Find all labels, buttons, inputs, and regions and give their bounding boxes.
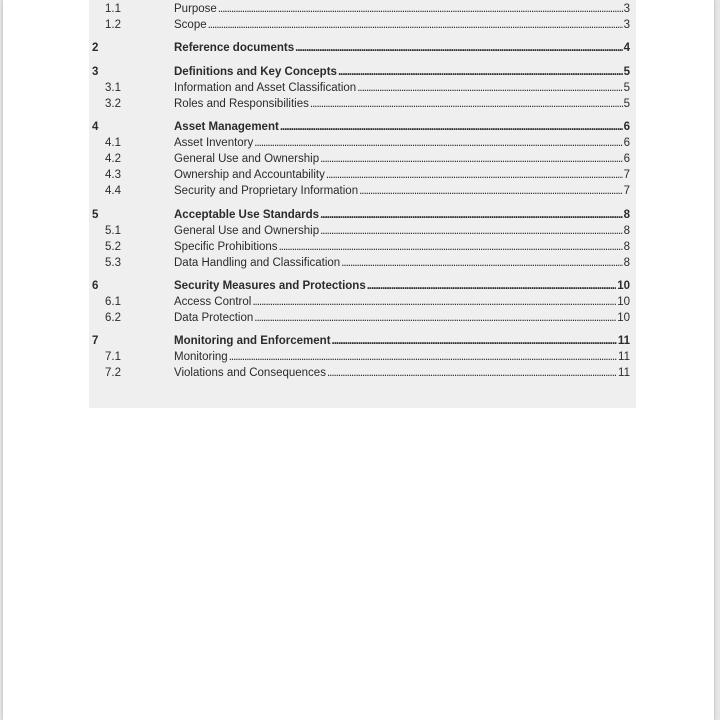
- toc-entry-title: Access Control: [174, 296, 252, 308]
- toc-entry-line: [174, 96, 630, 112]
- toc-entry-line: [174, 80, 630, 96]
- toc-entries: [89, 0, 630, 382]
- toc-subentry[interactable]: [89, 223, 630, 239]
- toc-entry-line: [174, 40, 630, 56]
- toc-entry-line: [174, 239, 630, 255]
- toc-page-number: 3: [623, 19, 630, 31]
- toc-entry-title: Asset Inventory: [174, 137, 254, 149]
- toc-entry-number: 6: [92, 280, 99, 292]
- toc-entry-title: Data Protection: [174, 312, 254, 324]
- toc-entry-number: 6.2: [105, 312, 121, 324]
- toc-entry-title: Violations and Consequences: [174, 367, 326, 379]
- toc-entry-title: Monitoring: [174, 351, 228, 363]
- toc-entry-number: 4: [92, 121, 99, 133]
- toc-subentry[interactable]: [89, 167, 630, 183]
- toc-page-number: 10: [617, 296, 630, 308]
- toc-page-number: 8: [623, 209, 630, 221]
- toc-subentry[interactable]: [89, 255, 630, 271]
- toc-entry-title: General Use and Ownership: [174, 153, 320, 165]
- dot-leader: [320, 207, 623, 223]
- toc-page-number: 6: [623, 121, 630, 133]
- toc-entry-title: Roles and Responsibilities: [174, 98, 309, 110]
- toc-entry-number: 4.2: [105, 153, 121, 165]
- toc-heading-entry[interactable]: [89, 278, 630, 294]
- toc-entry-line: [174, 349, 630, 365]
- toc-page-number: 8: [623, 257, 630, 269]
- toc-entry-number: 3.2: [105, 98, 121, 110]
- toc-entry-line: [174, 167, 630, 183]
- toc-entry-title: Asset Management: [174, 121, 279, 133]
- toc-subentry[interactable]: [89, 365, 630, 381]
- toc-page-number: 5: [623, 66, 630, 78]
- dot-leader: [359, 183, 623, 199]
- toc-entry-number: 3: [92, 66, 99, 78]
- toc-entry-number: 7: [92, 335, 99, 347]
- toc-page-number: 10: [617, 280, 630, 292]
- toc-entry-title: Data Handling and Classification: [174, 257, 341, 269]
- toc-subentry[interactable]: [89, 310, 630, 326]
- toc-page-number: 3: [623, 3, 630, 15]
- toc-entry-line: [174, 64, 630, 80]
- toc-heading-entry[interactable]: [89, 64, 630, 80]
- toc-entry-number: 5: [92, 209, 99, 221]
- toc-entry-number: 1.1: [105, 3, 121, 15]
- toc-entry-line: [174, 223, 630, 239]
- table-of-contents: [89, 0, 636, 408]
- dot-leader: [320, 151, 622, 167]
- toc-entry-line: [174, 278, 630, 294]
- toc-entry-line: [174, 294, 630, 310]
- dot-leader: [280, 119, 623, 135]
- toc-entry-number: 7.2: [105, 367, 121, 379]
- dot-leader: [279, 239, 623, 255]
- toc-entry-number: 5.1: [105, 225, 121, 237]
- toc-entry-number: 7.1: [105, 351, 121, 363]
- document-page: [3, 0, 714, 720]
- dot-leader: [320, 223, 622, 239]
- toc-entry-line: [174, 255, 630, 271]
- toc-heading-entry[interactable]: [89, 207, 630, 223]
- dot-leader: [327, 365, 617, 381]
- toc-page-number: 7: [623, 185, 630, 197]
- toc-entry-title: Purpose: [174, 3, 217, 15]
- toc-entry-number: 2: [92, 42, 99, 54]
- dot-leader: [229, 349, 617, 365]
- toc-subentry[interactable]: [89, 239, 630, 255]
- dot-leader: [357, 80, 622, 96]
- toc-page-number: 4: [623, 42, 630, 54]
- toc-entry-title: Specific Prohibitions: [174, 241, 278, 253]
- dot-leader: [326, 167, 623, 183]
- dot-leader: [310, 96, 623, 112]
- toc-heading-entry[interactable]: [89, 119, 630, 135]
- toc-heading-entry[interactable]: [89, 40, 630, 56]
- toc-page-number: 11: [618, 351, 630, 363]
- toc-entry-line: [174, 119, 630, 135]
- toc-entry-line: [174, 333, 630, 349]
- dot-leader: [252, 294, 616, 310]
- toc-entry-number: 5.2: [105, 241, 121, 253]
- toc-subentry[interactable]: [89, 1, 630, 17]
- dot-leader: [332, 333, 617, 349]
- toc-entry-number: 6.1: [105, 296, 121, 308]
- toc-page-number: 7: [623, 169, 630, 181]
- toc-entry-number: 3.1: [105, 82, 121, 94]
- toc-entry-number: 1.2: [105, 19, 121, 31]
- toc-page-number: 10: [617, 312, 630, 324]
- dot-leader: [218, 1, 623, 17]
- toc-entry-line: [174, 183, 630, 199]
- toc-page-number: 6: [623, 137, 630, 149]
- toc-entry-number: 4.3: [105, 169, 121, 181]
- toc-page-number: 5: [623, 82, 630, 94]
- toc-subentry[interactable]: [89, 80, 630, 96]
- toc-entry-title: Monitoring and Enforcement: [174, 335, 331, 347]
- toc-entry-line: [174, 310, 630, 326]
- dot-leader: [367, 278, 616, 294]
- dot-leader: [295, 40, 622, 56]
- toc-entry-title: Acceptable Use Standards: [174, 209, 320, 221]
- dot-leader: [338, 64, 623, 80]
- toc-page-number: 11: [618, 367, 630, 379]
- toc-subentry[interactable]: [89, 135, 630, 151]
- toc-entry-line: [174, 207, 630, 223]
- toc-entry-title: Definitions and Key Concepts: [174, 66, 337, 78]
- toc-entry-line: [174, 135, 630, 151]
- toc-subentry[interactable]: [89, 96, 630, 112]
- toc-subentry[interactable]: [89, 183, 630, 199]
- toc-entry-title: Information and Asset Classification: [174, 82, 357, 94]
- dot-leader: [341, 255, 622, 271]
- toc-entry-title: Security Measures and Protections: [174, 280, 366, 292]
- toc-subentry[interactable]: [89, 151, 630, 167]
- toc-entry-line: [174, 17, 630, 33]
- toc-page-number: 8: [623, 241, 630, 253]
- toc-subentry[interactable]: [89, 294, 630, 310]
- toc-entry-line: [174, 1, 630, 17]
- toc-page-number: 11: [617, 335, 630, 347]
- toc-subentry[interactable]: [89, 17, 630, 33]
- toc-entry-title: Reference documents: [174, 42, 295, 54]
- toc-entry-number: 4.1: [105, 137, 121, 149]
- toc-heading-entry[interactable]: [89, 333, 630, 349]
- toc-page-number: 6: [623, 153, 630, 165]
- toc-subentry[interactable]: [89, 349, 630, 365]
- toc-entry-title: Scope: [174, 19, 207, 31]
- dot-leader: [254, 135, 622, 151]
- toc-entry-line: [174, 151, 630, 167]
- toc-entry-number: 4.4: [105, 185, 121, 197]
- toc-page-number: 8: [623, 225, 630, 237]
- toc-entry-number: 5.3: [105, 257, 121, 269]
- toc-entry-title: Ownership and Accountability: [174, 169, 325, 181]
- dot-leader: [208, 17, 623, 33]
- toc-entry-title: General Use and Ownership: [174, 225, 320, 237]
- toc-page-number: 5: [623, 98, 630, 110]
- toc-entry-title: Security and Proprietary Information: [174, 185, 359, 197]
- dot-leader: [254, 310, 616, 326]
- toc-entry-line: [174, 365, 630, 381]
